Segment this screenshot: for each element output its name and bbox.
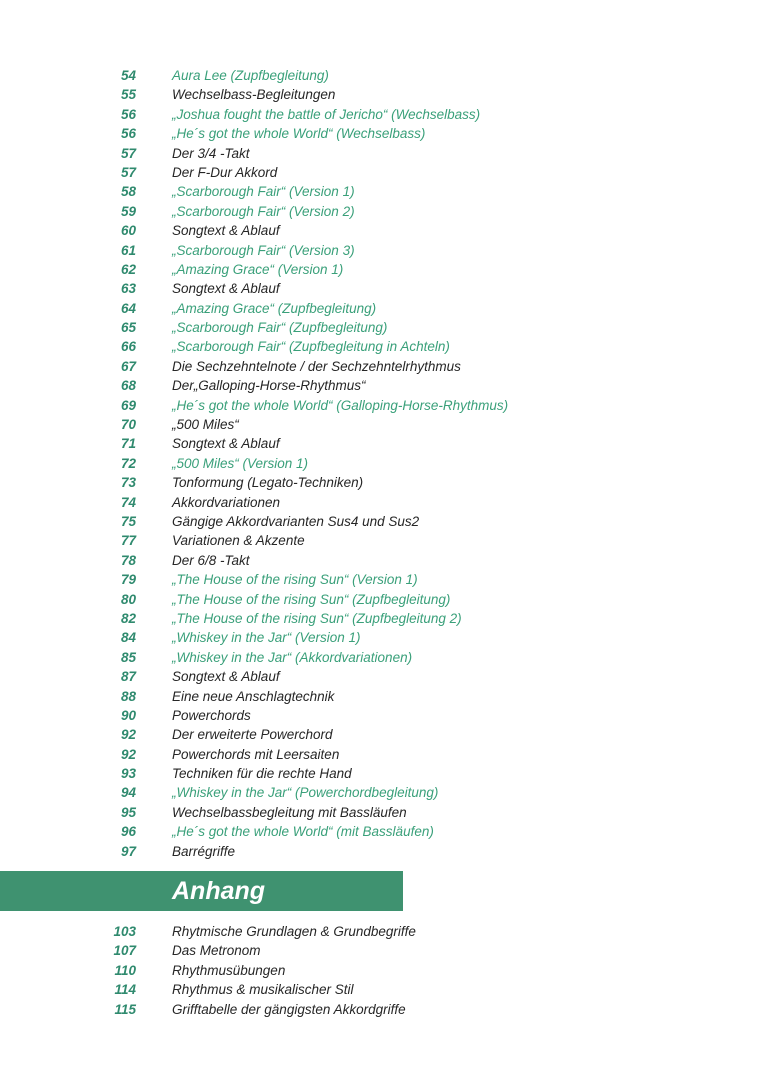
entry-title: Wechselbassbegleitung mit Bassläufen xyxy=(172,804,407,820)
entry-title: Aura Lee (Zupfbegleitung) xyxy=(172,68,329,83)
entry-title: „Scarborough Fair“ (Version 3) xyxy=(172,242,355,258)
page-number: 69 xyxy=(120,397,136,413)
entry-title: „Scarborough Fair“ (Version 2) xyxy=(172,203,355,219)
entry-title: Der„Galloping-Horse-Rhythmus“ xyxy=(172,378,366,394)
page-number: 115 xyxy=(114,1001,136,1017)
toc-entry[interactable] xyxy=(0,609,768,628)
entry-title: „He´s got the whole World“ (mit Bassläufen) xyxy=(172,824,434,840)
toc-entry[interactable] xyxy=(0,337,768,356)
entry-title: „Scarborough Fair“ (Zupfbegleitung in Achteln) xyxy=(172,339,450,355)
toc-entry[interactable] xyxy=(0,687,768,706)
page-number: 61 xyxy=(120,242,136,258)
entry-title: Der erweiterte Powerchord xyxy=(172,727,333,743)
toc-entry[interactable] xyxy=(0,415,768,434)
toc-entry[interactable] xyxy=(0,980,768,999)
entry-title: „Amazing Grace“ (Zupfbegleitung) xyxy=(172,300,377,316)
page-number: 79 xyxy=(120,572,136,588)
toc-entry[interactable] xyxy=(0,706,768,725)
entry-title: „Whiskey in the Jar“ (Akkordvariationen) xyxy=(172,649,413,665)
page-number: 93 xyxy=(120,766,136,782)
toc-entry[interactable] xyxy=(0,764,768,783)
toc-entry[interactable] xyxy=(0,241,768,260)
toc-entry[interactable] xyxy=(0,493,768,512)
toc-entry[interactable] xyxy=(0,105,768,124)
toc-entry[interactable] xyxy=(0,318,768,337)
entry-title: Der 6/8 -Takt xyxy=(172,552,250,568)
page-number: 58 xyxy=(120,184,136,200)
toc-entry[interactable] xyxy=(0,376,768,395)
toc-entry[interactable] xyxy=(0,124,768,143)
toc-entry[interactable] xyxy=(0,396,768,415)
entry-title: „500 Miles“ xyxy=(172,417,239,433)
page-number: 57 xyxy=(120,164,136,180)
appendix-banner xyxy=(0,871,403,911)
entry-title: Eine neue Anschlagtechnik xyxy=(172,688,335,704)
page-number: 65 xyxy=(120,320,136,336)
entry-title: Akkordvariationen xyxy=(172,494,281,510)
toc-entry[interactable] xyxy=(0,551,768,570)
toc-entry[interactable] xyxy=(0,531,768,550)
toc-entry[interactable] xyxy=(0,163,768,182)
toc-entry[interactable] xyxy=(0,279,768,298)
toc-entry[interactable] xyxy=(0,922,768,941)
page-number: 92 xyxy=(120,727,136,743)
toc-entry[interactable] xyxy=(0,85,768,104)
entry-title: Das Metronom xyxy=(172,943,261,959)
page-number: 62 xyxy=(120,261,136,277)
toc-list xyxy=(0,66,768,861)
entry-title: Rhytmische Grundlagen & Grundbegriffe xyxy=(172,924,416,939)
toc-entry[interactable] xyxy=(0,961,768,980)
page-number: 97 xyxy=(120,843,136,859)
entry-title: Songtext & Ablauf xyxy=(172,436,280,452)
entry-title: Grifftabelle der gängigsten Akkordgriffe xyxy=(172,1001,406,1017)
page-number: 67 xyxy=(120,358,136,374)
page-number: 72 xyxy=(120,455,136,471)
page-number: 70 xyxy=(120,417,136,433)
entry-title: Barrégriffe xyxy=(172,843,236,859)
toc-entry[interactable] xyxy=(0,144,768,163)
toc-entry[interactable] xyxy=(0,628,768,647)
entry-title: „Whiskey in the Jar“ (Version 1) xyxy=(172,630,361,646)
page-number: 75 xyxy=(120,513,136,529)
entry-title: Der 3/4 -Takt xyxy=(172,145,250,161)
page-number: 82 xyxy=(120,610,136,626)
toc-entry[interactable] xyxy=(0,822,768,841)
page-number: 64 xyxy=(120,300,136,316)
toc-entry[interactable] xyxy=(0,1000,768,1019)
page-number: 57 xyxy=(120,145,136,161)
toc-entry[interactable] xyxy=(0,260,768,279)
page-number: 88 xyxy=(120,688,136,704)
page-number: 87 xyxy=(120,669,136,685)
toc-entry[interactable] xyxy=(0,941,768,960)
page-number: 55 xyxy=(120,87,136,103)
page-number: 92 xyxy=(120,746,136,762)
entry-title: „The House of the rising Sun“ (Version 1) xyxy=(172,572,418,588)
page-number: 80 xyxy=(120,591,136,607)
page-number: 56 xyxy=(120,106,136,122)
entry-title: Die Sechzehntelnote / der Sechzehntelrhythmus xyxy=(172,358,461,374)
entry-title: „Scarborough Fair“ (Zupfbegleitung) xyxy=(172,320,388,336)
toc-entry[interactable] xyxy=(0,66,768,85)
entry-title: Wechselbass-Begleitungen xyxy=(172,87,336,103)
page-number: 71 xyxy=(120,436,136,452)
toc-entry[interactable] xyxy=(0,182,768,201)
toc-entry[interactable] xyxy=(0,590,768,609)
entry-title: „The House of the rising Sun“ (Zupfbegleitung 2) xyxy=(172,610,462,626)
page-number: 103 xyxy=(113,924,136,939)
page-number: 90 xyxy=(120,707,136,723)
toc-entry[interactable] xyxy=(0,842,768,861)
entry-title: Der F-Dur Akkord xyxy=(172,164,278,180)
page-number: 78 xyxy=(120,552,136,568)
page-number: 110 xyxy=(114,962,136,978)
page-number: 54 xyxy=(120,68,136,83)
toc-entry[interactable] xyxy=(0,357,768,376)
page-number: 56 xyxy=(120,126,136,142)
entry-title: Rhythmus & musikalischer Stil xyxy=(172,982,354,998)
page-number: 73 xyxy=(120,475,136,491)
entry-title: „Joshua fought the battle of Jericho“ (Wechselbass) xyxy=(172,106,481,122)
entry-title: „He´s got the whole World“ (Galloping-Horse-Rhythmus) xyxy=(172,397,509,413)
entry-title: Tonformung (Legato-Techniken) xyxy=(172,475,364,491)
entry-title: Powerchords mit Leersaiten xyxy=(172,746,340,762)
toc-entry[interactable] xyxy=(0,745,768,764)
entry-title: Rhythmusübungen xyxy=(172,962,286,978)
page-number: 60 xyxy=(120,223,136,239)
page-number: 94 xyxy=(120,785,136,801)
toc-entry[interactable] xyxy=(0,454,768,473)
entry-title: „Whiskey in the Jar“ (Powerchordbegleitung) xyxy=(172,785,439,801)
entry-title: Variationen & Akzente xyxy=(172,533,305,549)
page-number: 68 xyxy=(120,378,136,394)
page-number: 84 xyxy=(120,630,136,646)
entry-title: Techniken für die rechte Hand xyxy=(172,766,352,782)
toc-entry[interactable] xyxy=(0,783,768,802)
appendix-list xyxy=(0,922,768,1019)
page-number: 107 xyxy=(113,943,136,959)
page-number: 96 xyxy=(120,824,136,840)
toc-entry[interactable] xyxy=(0,512,768,531)
toc-entry[interactable] xyxy=(0,202,768,221)
entry-title: Songtext & Ablauf xyxy=(172,669,280,685)
page-number: 95 xyxy=(120,804,136,820)
toc-entry[interactable] xyxy=(0,299,768,318)
page-number: 59 xyxy=(120,203,136,219)
entry-title: „500 Miles“ (Version 1) xyxy=(172,455,309,471)
toc-entry[interactable] xyxy=(0,221,768,240)
toc-entry[interactable] xyxy=(0,473,768,492)
toc-entry[interactable] xyxy=(0,667,768,686)
entry-title: Powerchords xyxy=(172,707,251,723)
toc-entry[interactable] xyxy=(0,570,768,589)
appendix-heading: Anhang xyxy=(172,877,266,905)
entry-title: Gängige Akkordvarianten Sus4 und Sus2 xyxy=(172,513,420,529)
entry-title: „He´s got the whole World“ (Wechselbass) xyxy=(172,126,426,142)
entry-title: „Amazing Grace“ (Version 1) xyxy=(172,261,344,277)
page-number: 66 xyxy=(120,339,136,355)
page-number: 63 xyxy=(120,281,136,297)
entry-title: „Scarborough Fair“ (Version 1) xyxy=(172,184,355,200)
toc-entry[interactable] xyxy=(0,434,768,453)
entry-title: Songtext & Ablauf xyxy=(172,281,280,297)
toc-entry[interactable] xyxy=(0,725,768,744)
entry-title: „The House of the rising Sun“ (Zupfbegleitung) xyxy=(172,591,451,607)
page-number: 114 xyxy=(114,982,136,998)
page-number: 77 xyxy=(120,533,136,549)
toc-entry[interactable] xyxy=(0,803,768,822)
page-number: 85 xyxy=(120,649,136,665)
page-number: 74 xyxy=(120,494,136,510)
entry-title: Songtext & Ablauf xyxy=(172,223,280,239)
toc-entry[interactable] xyxy=(0,648,768,667)
